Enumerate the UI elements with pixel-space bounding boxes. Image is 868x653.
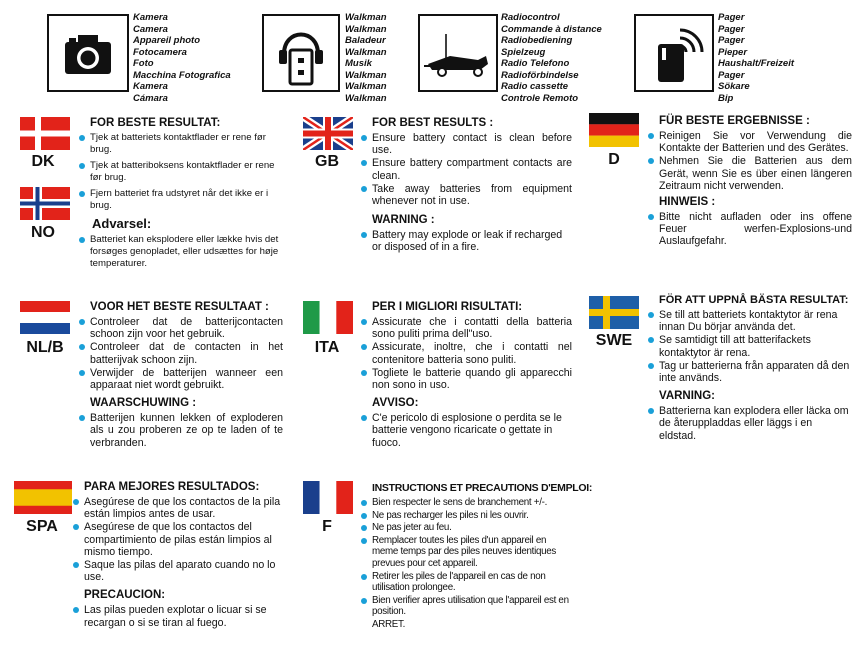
section-gb: [360, 117, 572, 255]
denmark-flag: [20, 117, 70, 150]
list-item: Batteriet kan eksplodere eller lække hvis det forsøges genopladet, eller udsættes for høje temperaturer.: [78, 234, 283, 270]
list-item: Batterijen kunnen lekken of exploderen als u zou proberen ze op te laden of te verbranden.: [78, 412, 283, 449]
list-item: Ne pas recharger les piles ni les ouvrir.: [360, 510, 572, 522]
list-item: Se till att batteriets kontaktytor är rena innan Du börjar använda det.: [647, 309, 852, 333]
radio-control-car-icon: [418, 14, 498, 92]
camera-icon: [47, 14, 129, 92]
section-title-gb: FOR BEST RESULTS :: [372, 117, 494, 129]
section-title-d: FÜR BESTE ERGEBNISSE :: [659, 115, 810, 127]
country-code-spa: SPA: [26, 518, 58, 535]
walkman-icon: [262, 14, 340, 92]
section-title-ita: PER I MIGLIORI RISULTATI:: [372, 301, 523, 313]
sweden-flag: [589, 296, 639, 329]
list-item: Las pilas pueden explotar o licuar si se recargan o si se tiran al fuego.: [72, 604, 282, 628]
list-item: Asegúrese de que los contactos del compartimiento de pilas están limpios al mismo tiempo.: [72, 521, 282, 558]
list-item: Assicurate che i contatti della batteria sono puliti prima dell"uso.: [360, 316, 572, 340]
list-item: Tjek at batteriets kontaktflader er rene før brug.: [78, 132, 283, 156]
device-names-radio-control: Radiocontrol Commande à distance Radiobediening Spielzeug Radio Telefono Radioförbindelse Radio cassette Controle Remoto: [501, 12, 602, 104]
list-item: Battery may explode or leak if recharged or disposed of in a fire.: [360, 229, 572, 253]
section-spa: [72, 481, 282, 630]
norway-flag: [20, 187, 70, 220]
list-item: Se samtidigt till att batterifackets kontaktytor är rena.: [647, 334, 852, 358]
list-item: C'e pericolo di esplosione o perdita se le batterie vengono ricaricate o gettate in fuoco.: [360, 412, 572, 449]
country-code-ita: ITA: [314, 339, 340, 356]
closing-word-f: ARRET.: [372, 618, 406, 630]
section-ita: [360, 301, 572, 450]
country-code-gb: GB: [315, 153, 339, 170]
warning-title-ita: AVVISO:: [372, 397, 419, 410]
list-item: Batterierna kan explodera eller läcka om de återuppladdas eller läggs i en eldstad.: [647, 405, 852, 442]
section-f: [360, 482, 593, 631]
list-item: Controleer dat de batterijcontacten schoon zijn voor het gebruik.: [78, 316, 283, 340]
list-item: Ensure battery contact is clean before use.: [360, 132, 572, 156]
country-code-nlb: NL/B: [26, 339, 64, 356]
list-item: Ensure battery compartment contacts are clean.: [360, 157, 572, 181]
list-item: Fjern batteriet fra udstyret når det ikke er i brug.: [78, 188, 283, 212]
spain-flag: [14, 481, 72, 514]
warning-title-spa: PRECAUCION:: [84, 589, 166, 602]
section-d: [647, 115, 852, 249]
list-item: Nehmen Sie die Batterien aus dem Gerät, wenn Sie es über einen längeren Zeitraum nicht verwenden.: [647, 155, 852, 192]
list-item: Saque las pilas del aparato cuando no lo use.: [72, 559, 282, 583]
device-names-walkman: Walkman Walkman Baladeur Walkman Musik Walkman Walkman Walkman: [345, 12, 387, 104]
country-code-swe: SWE: [595, 332, 633, 349]
list-item: Reinigen Sie vor Verwendung die Kontakte der Batterien und des Gerätes.: [647, 130, 852, 154]
section-title-dk: FOR BESTE RESULTAT:: [90, 117, 221, 129]
section-title-nlb: VOOR HET BESTE RESULTAAT :: [90, 301, 269, 313]
list-item: Tjek at batteriboksens kontaktflader er rene før brug.: [78, 160, 283, 184]
italy-flag: [303, 301, 353, 334]
list-item: Asegúrese de que los contactos de la pila están limpios antes de usar.: [72, 496, 282, 520]
device-names-camera: Kamera Camera Appareil photo Fotocamera Foto Macchina Fotografica Kamera Cámara: [133, 12, 231, 104]
warning-title-nlb: WAARSCHUWING :: [90, 397, 197, 410]
section-dk: [78, 117, 283, 274]
netherlands-flag: [20, 301, 70, 334]
list-item: Remplacer toutes les piles d'un appareil en meme temps par des piles neuves identiques prevues pour cet appareil.: [360, 535, 572, 570]
france-flag: [303, 481, 353, 514]
section-title-spa: PARA MEJORES RESULTADOS:: [84, 481, 260, 493]
list-item: Controleer dat de contacten in het batterijvak schoon zijn.: [78, 341, 283, 365]
country-code-f: F: [322, 518, 332, 535]
section-swe: [647, 294, 852, 443]
germany-flag: [589, 113, 639, 147]
list-item: Take away batteries from equipment whenever not in use.: [360, 183, 572, 207]
list-item: Bien verifier apres utilisation que l'appareil est en position.: [360, 595, 572, 618]
list-item: Tag ur batterierna från apparaten då den inte används.: [647, 360, 852, 384]
warning-title-gb: WARNING :: [372, 214, 435, 227]
section-title-f: INSTRUCTIONS ET PRECAUTIONS D'EMPLOI:: [372, 482, 593, 494]
list-item: Bien respecter le sens de branchement +/-.: [360, 497, 572, 509]
warning-title-dk: Advarsel:: [92, 216, 152, 231]
country-code-dk: DK: [31, 153, 55, 170]
warning-title-d: HINWEIS :: [659, 196, 716, 209]
device-names-pager: Pager Pager Pager Pieper Haushalt/Freizeit Pager Sökare Bip: [718, 12, 795, 104]
uk-flag: [303, 117, 353, 150]
list-item: Assicurate, inoltre, che i contatti nel contenitore batteria sono puliti.: [360, 341, 572, 365]
section-nlb: [78, 301, 283, 450]
list-item: Bitte nicht aufladen oder ins offene Feuer werfen-Explosions-und Auslaufgefahr.: [647, 211, 852, 248]
list-item: Ne pas jeter au feu.: [360, 522, 572, 534]
list-item: Togliete le batterie quando gli apparecchi non sono in uso.: [360, 367, 572, 391]
country-code-d: D: [608, 151, 620, 168]
list-item: Verwijder de batterijen wanneer een apparaat niet wordt gebruikt.: [78, 367, 283, 391]
pager-icon: [634, 14, 714, 92]
country-code-no: NO: [31, 224, 55, 241]
list-item: Retirer les piles de l'appareil en cas de non utilisation prolongee.: [360, 571, 572, 594]
section-title-swe: FÖR ATT UPPNÅ BÄSTA RESULTAT:: [659, 294, 849, 306]
warning-title-swe: VARNING:: [659, 390, 716, 403]
